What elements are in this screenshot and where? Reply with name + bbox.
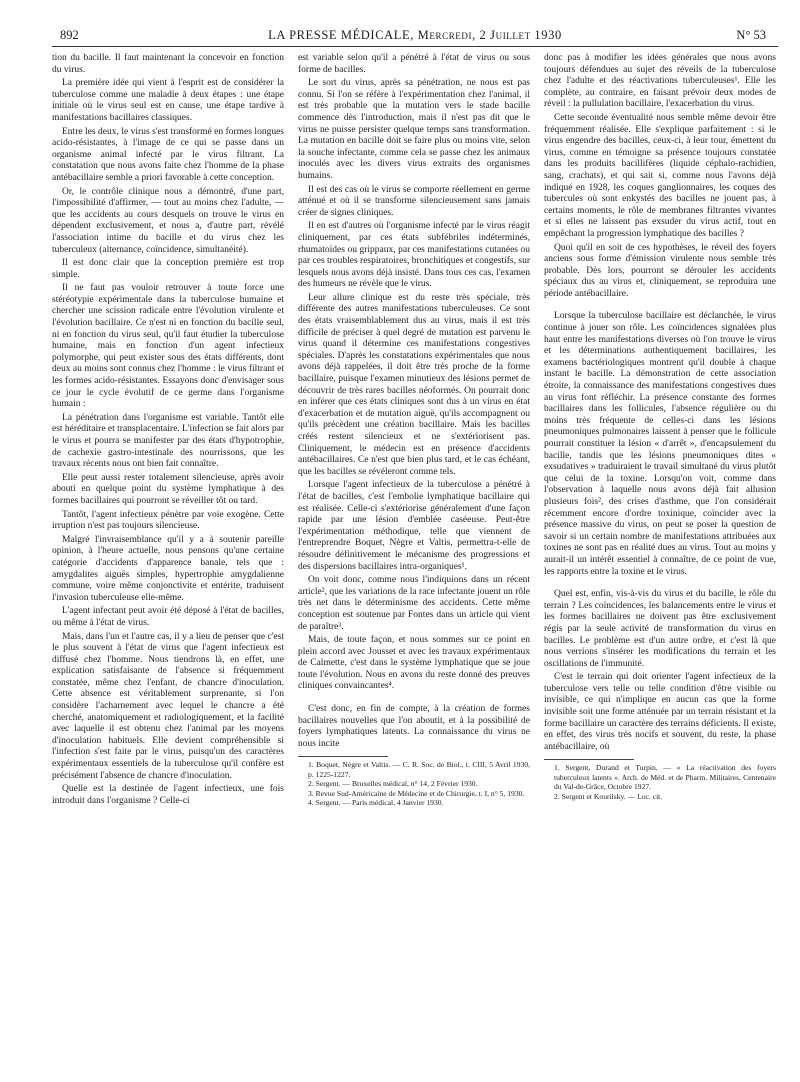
column-2 <box>298 53 530 809</box>
paragraph: Lorsque la tuberculose bacillaire est déclanchée, le virus continue à jouer son rôle. Les coïncidences signalées plus haut entre les manifestations diverses où l'on trouve le virus et les déterminations authentiquement bacillaires, les examens bactériologiques montrent qu'il double à chaque instant le bacille. La démonstration de cette association étroite, la connaissance des manifestations congestives dues au virus font réfléchir. La présence constante des formes bacillaires dans les follicules, l'absence régulière ou du moins très fréquente de celles-ci dans les lésions pneumoniques pulmonaires laissent à penser que le follicule pourrait constituer la lésion « d'arrêt », d'encapsulement du bacille, tandis que les lésions pneumoniques dites « exsudatives » traduiraient le travail simultané du virus plutôt que celui de la toxine. Lorsqu'on voit, comme dans l'observation à laquelle nous avons déjà fait allusion plusieurs fois², des crises d'asthme, que l'on considérait récemment encore d'ordre toxinique, coïncider avec la présence massive du virus, on peut se poser la question de savoir si un certain nombre de manifestations attribuées aux toxines ne sont pas en réalité dues au virus. Tout au moins y aurait-il un intérêt essentiel à connaître, de ce point de vue, les rapports entre la toxine et le virus. <box>544 311 776 577</box>
paragraph: Mais, dans l'un et l'autre cas, il y a lieu de penser que c'est le plus souvent à l'état de virus que l'agent infectieux est diffusé chez l'homme. Nous tiendrons là, en effet, une explication satisfaisante de l'absence si fréquemment constatée, même chez l'enfant, de chancre d'inoculation. Cette absence est véritablement surprenante, si l'on considère l'acharnement avec lequel le chancre a été cherché, anatomiquement et radiologiquement, et la facilité avec laquelle il est obtenu chez l'animal par les moyens d'inoculation habituels. Elle devient compréhensible si l'infection s'est faite par le virus, puisqu'un des caractères expérimentaux essentiels de la tuberculose qu'il confère est précisément l'absence de chancre d'inoculation. <box>52 631 284 781</box>
paragraph: Quoi qu'il en soit de ces hypothèses, le réveil des foyers anciens sous forme d'émission virulente nous semble très probable. Dès lors, pourront se dérouler les accidents spéciaux dus au virus et, cliniquement, se reproduira une période antébacillaire. <box>544 242 776 299</box>
running-header <box>52 24 778 47</box>
footnote: 1. Boquet, Nègre et Valtis. — C. R. Soc. de Biol., t. CIII, 5 Avril 1930, p. 1225-1227. <box>308 760 530 779</box>
paragraph: Cette seconde éventualité nous semble même devoir être fréquemment réalisée. Elle s'explique parfaitement : si le virus engendre des bacilles, ceux-ci, à leur tour, émettent du virus, comme en témoigne sa présence toujours constatée dans les produits bacillifères (liquide céphalo-rachidien, sang, crachats), et qui sait si, comme nous l'avons déjà indiqué en 1928, les coques ganglionnaires, les coques des tubercules où sont enkystés des bacilles ne jouent pas, à certains moments, le rôle de membranes filtrantes vivantes et si elles ne laissent pas exsuder du virus actif, tout en empêchant la progression lymphatique des bacilles ? <box>544 112 776 239</box>
paragraph: L'agent infectant peut avoir été déposé à l'état de bacilles, ou même à l'état de virus. <box>52 606 284 628</box>
footnote-rule <box>544 759 634 760</box>
section-gap <box>298 695 530 704</box>
journal-title: LA PRESSE MÉDICALE, Mercredi, 2 Juillet 1930 <box>268 28 562 42</box>
paragraph: donc pas à modifier les idées générales que nous avons toujours défendues au sujet des réveils de la tuberculose chez l'adulte et des réactivations tuberculeuses¹. Elle les complète, au contraire, en faisant prévoir deux modes de réveil : la pullulation bacillaire, l'exacerbation du virus. <box>544 53 776 110</box>
paragraph: On voit donc, comme nous l'indiquions dans un récent article², que les variations de la race infectante jouent un rôle très net dans le déterminisme des accidents. Cette même conception est soutenue par Fontes dans un article qui vient de paraître³. <box>298 575 530 632</box>
paragraph: Elle peut aussi rester totalement silencieuse, après avoir abouti en quelque point du système lymphatique à des formes bacillaires qui pourront se réveiller tôt ou tard. <box>52 472 284 506</box>
paragraph: Mais, de toute façon, et nous sommes sur ce point en plein accord avec Jousset et avec les travaux expérimentaux de Calmette, c'est dans le système lymphatique que se joue toute l'évolution. Nous en avons du reste donné des preuves cliniques convaincantes⁴. <box>298 635 530 692</box>
paragraph: Or, le contrôle clinique nous a démontré, d'une part, l'impossibilité d'affirmer, — tout au moins chez l'adulte, — que les accidents au cours desquels on trouve le virus en dépendent exclusivement, et nous a, d'autre part, révélé l'association intime du bacille et du virus chez les tuberculeux (alternance, coïncidence, simultanéité). <box>52 186 284 255</box>
paragraph: Il est des cas où le virus se comporte réellement en germe atténué et où il se transforme silencieusement sans jamais créer de signes cliniques. <box>298 184 530 218</box>
section-gap <box>544 302 776 311</box>
paragraph: Tantôt, l'agent infectieux pénètre par voie exogène. Cette irruption n'est pas toujours silencieuse. <box>52 509 284 532</box>
issue-number: N° 53 <box>736 28 766 42</box>
section-gap <box>544 580 776 589</box>
paragraph: La pénétration dans l'organisme est variable. Tantôt elle est héréditaire et transplacentaire. L'infection se fait alors par le virus et pourra se manifester par des états d'hypotrophie, de cachexie gastro-intestinale des nourrissons, que les travaux récents nous ont bien fait connaître. <box>52 412 284 470</box>
footnote: 3. Revue Sud-Américaine de Médecine et de Chirurgie, t. I, n° 5, 1930. <box>308 788 525 798</box>
column-3 <box>544 53 776 809</box>
paragraph: tion du bacille. Il faut maintenant la concevoir en fonction du virus. <box>52 53 284 75</box>
paragraph: Malgré l'invraisemblance qu'il y a à soutenir pareille opinion, à l'heure actuelle, nous pensons qu'une certaine catégorie d'accidents d'apparence banale, tels que : amygdalites aiguës simples, hypertrophie amygdalienne commune, voire même conjonctivite et entérite, traduisent l'invasion tuberculeuse elle-même. <box>52 534 284 603</box>
paragraph: La première idée qui vient à l'esprit est de considérer la tuberculose comme une maladie à deux étapes : une étape initiale où le virus seul est en cause, une étape tardive à manifestations bacillaires classiques. <box>52 78 284 123</box>
footnote: 1. Sergent, Durand et Turpin. — « La réactivation des foyers tuberculeux latents ». Arch. de Méd. et de Pharm. Militaires, Centenaire du Val-de-Grâce, Octobre 1927. <box>554 763 776 792</box>
paragraph: Quel est, enfin, vis-à-vis du virus et du bacille, le rôle du terrain ? Les coïncidences, les balancements entre le virus et les formes bacillaires ne doivent pas être exclusivement régis par la seule activité de transformation du virus en bacilles. Le problème est d'un autre ordre, et c'est là que nous verrions s'insérer les modifications du terrain et les oscillations de l'immunité. <box>544 589 776 669</box>
column-1 <box>52 53 284 809</box>
footnote: 4. Sergent. — Paris médical, 4 Janvier 1930. <box>308 798 444 808</box>
page-number: 892 <box>60 28 79 42</box>
paragraph: Entre les deux, le virus s'est transformé en formes longues acido-résistantes, à l'image de ce qui se passe dans un organisme animal infecté par le virus filtrant. La constatation que nous avons faite chez l'homme de la phase antébacillaire semble a priori favorable à cette conception. <box>52 126 284 183</box>
paragraph: C'est donc, en fin de compte, à la création de formes bacillaires nouvelles que l'on aboutit, et à la possibilité de foyers lymphatiques latents. La connaissance du virus ne nous incite <box>298 704 530 749</box>
footnote-rule <box>298 756 388 757</box>
paragraph: Lorsque l'agent infectieux de la tuberculose a pénétré à l'état de bacilles, c'est l'embolie lymphatique bacillaire qui est réalisée. Celle-ci s'extériorise généralement d'une façon rapide par une lésion d'emblée caséeuse. Peut-être l'expérimentation méthodique, telle que viennent de l'entreprendre Boquet, Nègre et Valtis, permettra-t-elle de résoudre définitivement le mécanisme des progressions et des dispersions bacillaires intra-organiques¹. <box>298 480 530 572</box>
paragraph: Il ne faut pas vouloir retrouver à toute force une stéréotypie expérimentale dans la tuberculose humaine et chercher une scission radicale entre l'évolution virulente et l'évolution bacillaire. Ce n'est ni en fonction du bacille seul, ni en fonction du virus seul, qu'il faut étudier la tuberculose humaine, mais en fonction d'un agent infectieux polymorphe, qui peut exister sous des états différents, dont deux au moins sont connus chez l'homme : le virus filtrant et les formes acido-résistantes. Essayons donc d'envisager sous ce jour le cycle évolutif de ce germe dans l'organisme humain : <box>52 283 284 410</box>
paragraph: Il est donc clair que la conception première est trop simple. <box>52 258 284 280</box>
paragraph: Il en est d'autres où l'organisme infecté par le virus réagit cliniquement, par ces états subfébriles indéterminés, rhumatoïdes ou grippaux, par ces manifestations cutanées ou par ces troubles respiratoires, bronchitiques et congestifs, sur lesquels nous avons déjà insisté. Dans tous ces cas, l'examen des humeurs ne révèle que le virus. <box>298 221 530 290</box>
paragraph: est variable selon qu'il a pénétré à l'état de virus ou sous forme de bacilles. <box>298 53 530 75</box>
footnote: 2. Sergent. — Bruxelles médical, n° 14, 2 Février 1930. <box>308 779 478 789</box>
paragraph: Leur allure clinique est du reste très spéciale, très différente des autres manifestations tuberculeuses. Ce sont des états vraisemblablement dus au virus, mais il est très difficile de préciser à quel degré de mutation est parvenu le virus quand il détermine ces manifestations congestives spéciales. D'après les constatations expérimentales que nous avons déjà rappelées, il doit être très proche de la forme bacillaire, puisque l'examen minutieux des lésions permet de découvrir de très rares bacilles néoformés. On pourrait donc en inférer que ces états cliniques sont dus à un virus en état d'exacerbation et de mutation aiguë, qu'ils accompagnent ou qu'ils précèdent une création bacillaire. Mais les bacilles créés restent silencieux et ne s'extériorisent pas. Cliniquement, le médecin est en présence d'accidents antébacillaires. Ce n'est que bien plus tard, et le cas échéant, que les bacilles se révéleront comme tels. <box>298 292 530 477</box>
paragraph: C'est le terrain qui doit orienter l'agent infectieux de la tuberculose vers telle ou telle condition d'être visible ou invisible, ce qui n'implique en aucun cas que la forme invisible soit une forme atténuée par un terrain résistant et la forme bacillaire un caractère des terrains déficients. Il existe, en effet, des virus très nocifs et souvent, du reste, la phase antébacillaire, où <box>544 672 776 752</box>
paragraph: Quelle est la destinée de l'agent infectieux, une fois introduit dans l'organisme ? Celle-ci <box>52 784 284 806</box>
text-columns <box>52 53 778 809</box>
footnote: 2. Sergent et Kourilsky. — Loc. cit. <box>554 791 663 801</box>
paragraph: Le sort du virus, après sa pénétration, ne nous est pas connu. Si l'on se réfère à l'expérimentation chez l'animal, il est très probable que la mutation vers le stade bacille commence dès l'introduction, mais il n'est pas dit que le virus ne puisse persister quelque temps sans transformation. La mutation en bacille doit se faire plus ou moins vite, selon la souche infectante, comme cela se passe chez les animaux inoculés avec les divers virus extraits des organismes humains. <box>298 78 530 181</box>
